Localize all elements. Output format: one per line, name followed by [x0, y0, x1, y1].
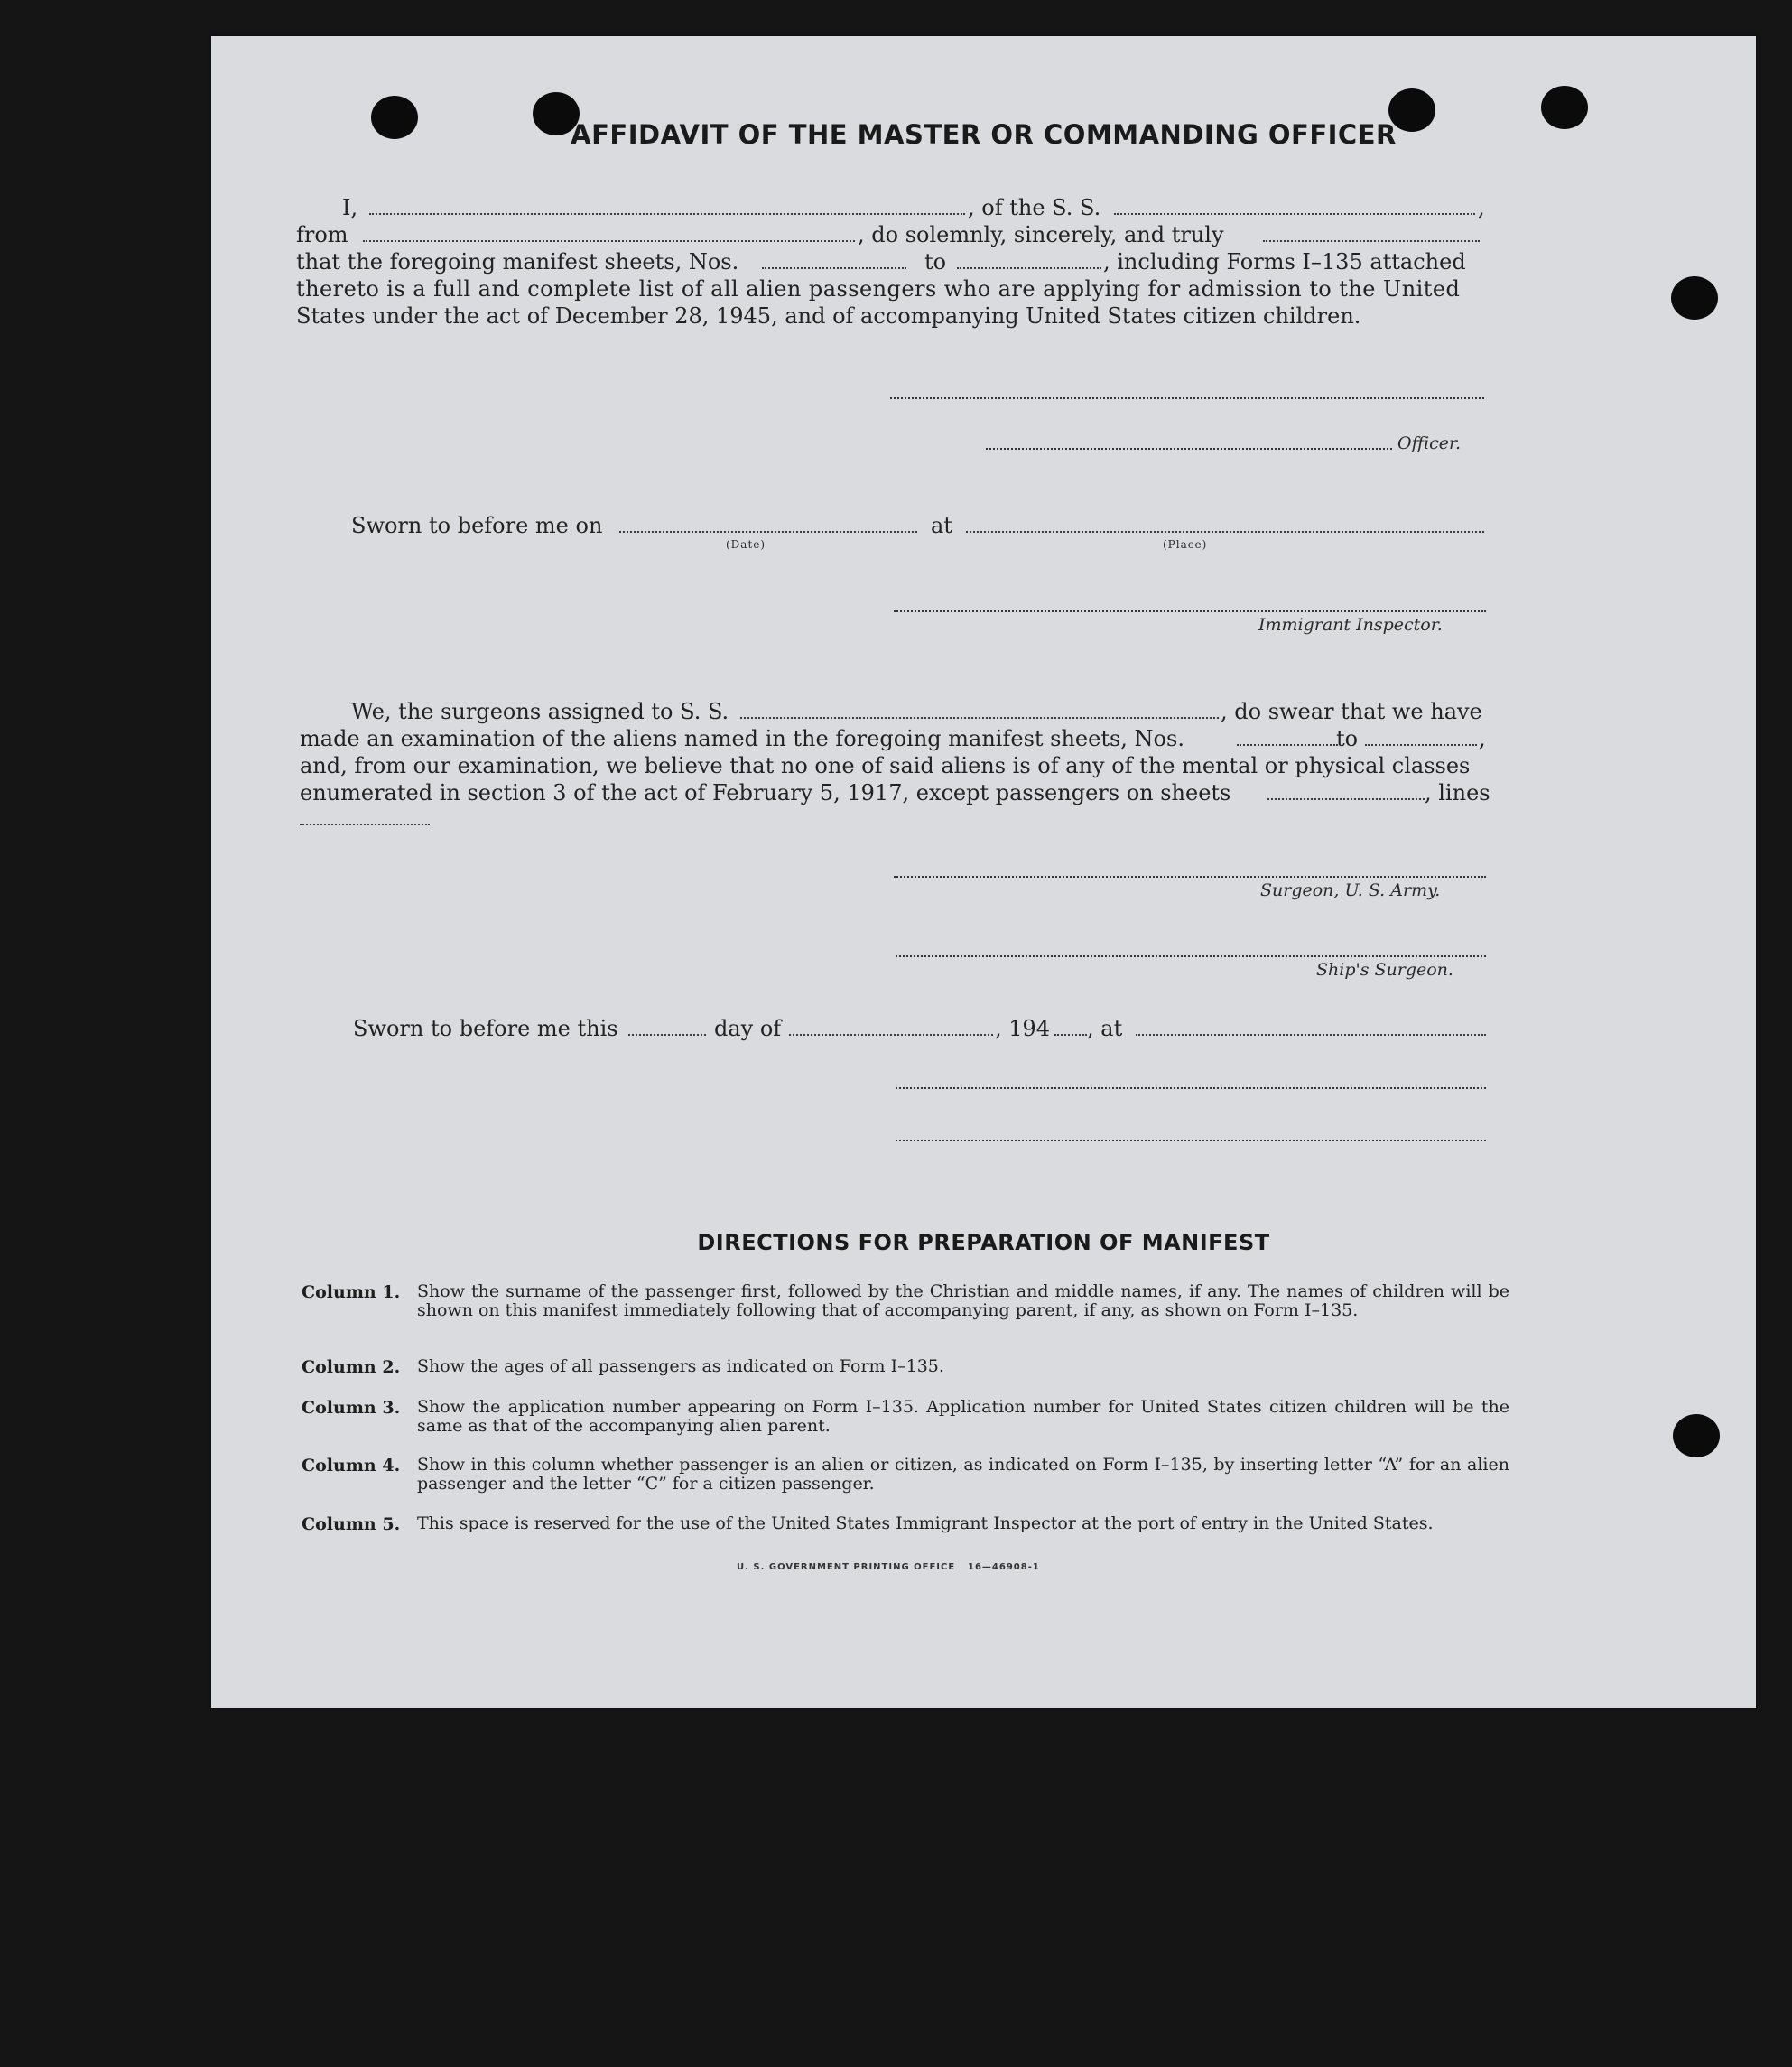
affidavit-line5: States under the act of December 28, 1945, and of accompanying United States citizen children.	[296, 303, 1361, 329]
officer-signature-line[interactable]	[986, 448, 1392, 450]
officer-caption: Officer.	[1397, 433, 1462, 453]
affidavit-to: to	[924, 249, 947, 275]
affidavit-sheets: that the foregoing manifest sheets, Nos.	[296, 249, 739, 275]
signature-line[interactable]	[896, 1087, 1486, 1089]
sworn-year-field[interactable]	[1054, 1034, 1087, 1036]
affidavit-line4: thereto is a full and complete list of all alien passengers who are applying for admission to the United	[296, 276, 1461, 302]
affidavit-from: from	[296, 222, 348, 247]
column-1-text: Show the surname of the passenger first, followed by the Christian and middle names, if any. The names of children will be shown on this manifest immediately following that of accompanying parent, if any, as shown on Form I–135.	[417, 1281, 1509, 1320]
master-name-field[interactable]	[369, 213, 965, 215]
footer-printer: U. S. GOVERNMENT PRINTING OFFICE	[737, 1562, 956, 1572]
sworn2-at: , at	[1087, 1016, 1123, 1041]
surgeons-sheets-from-field[interactable]	[1237, 744, 1338, 746]
sworn-date-field[interactable]	[619, 531, 917, 533]
army-surgeon-signature-line[interactable]	[894, 876, 1486, 878]
sworn1-at: at	[931, 513, 952, 538]
date-caption: (Date)	[726, 538, 766, 551]
column-4-label: Column 4.	[302, 1456, 401, 1476]
surgeons-line1-end: , do swear that we have	[1221, 699, 1482, 724]
column-3-label: Column 3.	[302, 1398, 401, 1418]
form-page	[211, 36, 1756, 1708]
except-sheets-field[interactable]	[1267, 798, 1425, 800]
affidavit-line1-end: ,	[1478, 195, 1485, 220]
surgeons-line4: enumerated in section 3 of the act of February 5, 1917, except passengers on sheets	[300, 780, 1231, 805]
affidavit-solemnly: , do solemnly, sincerely, and truly	[858, 222, 1224, 247]
column-5-label: Column 5.	[302, 1514, 401, 1534]
column-2-text: Show the ages of all passengers as indicated on Form I–135.	[417, 1356, 944, 1376]
signature-line[interactable]	[896, 1140, 1486, 1141]
punch-hole	[1671, 276, 1718, 320]
sworn1-label: Sworn to before me on	[351, 513, 603, 538]
surgeons-line2: made an examination of the aliens named in the foregoing manifest sheets, Nos.	[300, 726, 1184, 751]
army-surgeon-caption: Surgeon, U. S. Army.	[1260, 880, 1441, 900]
surgeons-sheets-to-field[interactable]	[1365, 744, 1477, 746]
ship-surgeon-signature-line[interactable]	[896, 955, 1486, 957]
surgeons-line2-end: ,	[1479, 726, 1486, 751]
column-2-label: Column 2.	[302, 1357, 401, 1377]
ship-name-field[interactable]	[1114, 213, 1475, 215]
column-5-text: This space is reserved for the use of the United States Immigrant Inspector at the port of entry in the United States.	[417, 1513, 1434, 1533]
surgeons-line3: and, from our examination, we believe that no one of said aliens is of any of the mental or physical classes	[300, 753, 1471, 778]
directions-title: DIRECTIONS FOR PREPARATION OF MANIFEST	[697, 1230, 1270, 1255]
sworn-place-field[interactable]	[966, 531, 1484, 533]
punch-hole	[1673, 1414, 1720, 1457]
surgeons-line4-end: , lines	[1425, 780, 1490, 805]
place-caption: (Place)	[1163, 538, 1208, 551]
except-lines-field[interactable]	[300, 824, 430, 825]
surgeons-to: to	[1336, 726, 1359, 751]
sheets-to-field[interactable]	[957, 267, 1101, 269]
port-from-field[interactable]	[363, 240, 855, 242]
affidavit-forms: , including Forms I–135 attached	[1103, 249, 1466, 275]
sworn2-day-of: day of	[714, 1016, 782, 1041]
surgeons-line1: We, the surgeons assigned to S. S.	[351, 699, 729, 724]
column-3-text: Show the application number appearing on Form I–135. Application number for United States citizen children will be the same as that of the accompanying alien parent.	[417, 1397, 1509, 1436]
sworn-month-field[interactable]	[789, 1034, 993, 1036]
affidavit-of-ss: , of the S. S.	[968, 195, 1101, 220]
sworn-place2-field[interactable]	[1136, 1034, 1486, 1036]
column-1-label: Column 1.	[302, 1282, 401, 1302]
inspector-caption: Immigrant Inspector.	[1258, 615, 1443, 635]
affidavit-title: AFFIDAVIT OF THE MASTER OR COMMANDING OFFICER	[571, 119, 1397, 150]
sheets-from-field[interactable]	[762, 267, 906, 269]
sworn-day-field[interactable]	[628, 1034, 706, 1036]
affidavit-i: I,	[342, 195, 358, 220]
signature-line[interactable]	[890, 397, 1484, 399]
sworn2-label: Sworn to before me this	[353, 1016, 618, 1041]
oath-field[interactable]	[1263, 240, 1480, 242]
sworn2-year: , 194	[995, 1016, 1051, 1041]
ship-surgeon-caption: Ship's Surgeon.	[1316, 960, 1453, 980]
inspector-signature-line[interactable]	[894, 610, 1486, 612]
column-4-text: Show in this column whether passenger is an alien or citizen, as indicated on Form I–135, by inserting letter “A” for an alien passenger and the letter “C” for a citizen passenger.	[417, 1455, 1509, 1494]
surgeons-ship-field[interactable]	[740, 717, 1219, 719]
footer-form-number: 16—46908-1	[968, 1562, 1040, 1572]
